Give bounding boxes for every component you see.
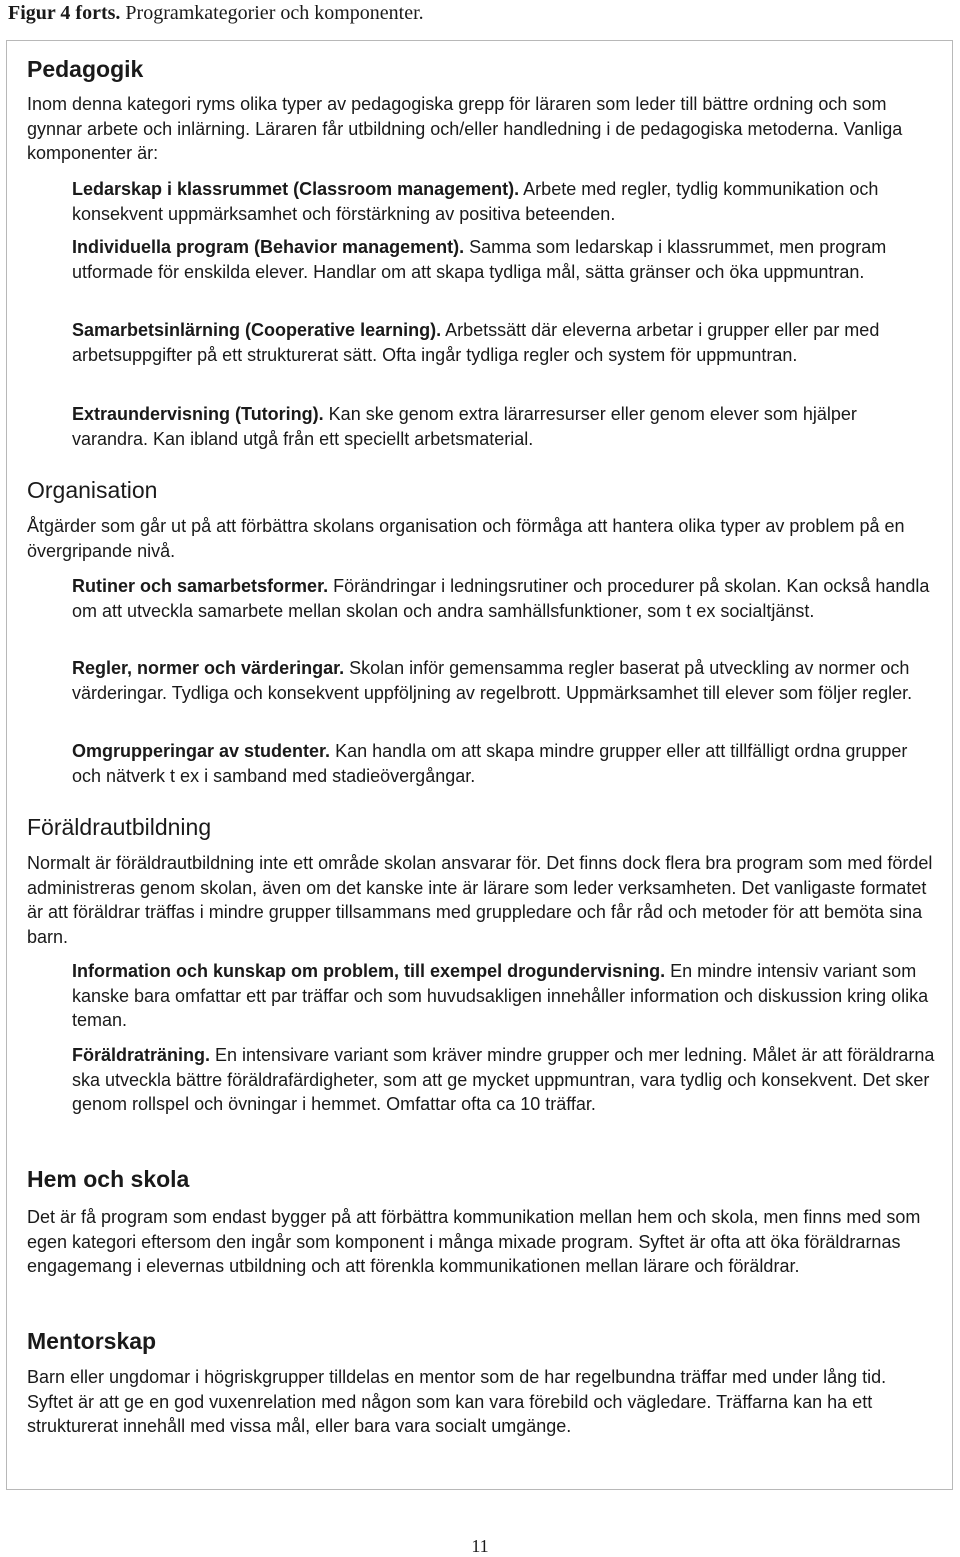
intro-organisation-text: Åtgärder som går ut på att förbättra skolans organisation och förmåga att hantera olika typer av problem på en övergripande nivå. [27, 516, 905, 561]
item-lead: Information och kunskap om problem, till exempel drogundervisning. [72, 961, 666, 981]
intro-mentorskap [27, 1365, 937, 1439]
intro-foraldrautbildning [27, 851, 937, 949]
item-lead: Samarbetsinlärning (Cooperative learning). [72, 320, 442, 340]
intro-hem-och-skola [27, 1205, 937, 1279]
heading-foraldrautbildning: Föräldrautbildning [27, 814, 212, 840]
item-text: Skolan inför gemensamma regler baserat på utveckling av normer och värderingar. Tydliga och konsekvent uppföljning av regelbrott. Uppmärksamhet till elever som följer regler. [72, 658, 913, 703]
list-item [72, 402, 937, 451]
item-text: Förändringar i ledningsrutiner och procedurer på skolan. Kan också handla om att utveckla samarbete mellan skolan och andra samhällsfunktioner, som t ex socialtjänst. [72, 576, 930, 621]
figure-title: Programkategorier och komponenter. [120, 2, 424, 24]
item-lead: Ledarskap i klassrummet (Classroom management). [72, 179, 520, 199]
heading-pedagogik: Pedagogik [27, 56, 144, 82]
item-lead: Regler, normer och värderingar. [72, 658, 345, 678]
list-item [72, 1043, 937, 1117]
list-item [72, 739, 937, 788]
list-item [72, 235, 937, 284]
item-lead: Omgrupperingar av studenter. [72, 741, 331, 761]
intro-foraldrautbildning-text: Normalt är föräldrautbildning inte ett område skolan ansvarar för. Det finns dock flera bra program som med fördel administreras genom skolan, även om det kanske inte är lärare som leder verksamheten. Det vanligaste formatet är att föräldrar träffas i mindre grupper tillsammans med gruppledare och får råd och metoder för att bemöta sina barn. [27, 853, 933, 947]
list-item [72, 177, 937, 226]
item-lead: Rutiner och samarbetsformer. [72, 576, 329, 596]
list-item [72, 959, 937, 1033]
item-text: Arbetssätt där eleverna arbetar i grupper eller par med arbetsuppgifter på ett strukturerat sätt. Ofta ingår tydliga regler och system för uppmuntran. [72, 320, 880, 365]
item-lead: Individuella program (Behavior management). [72, 237, 465, 257]
item-text: En mindre intensiv variant som kanske bara omfattar ett par träffar och som huvudsakligen innehåller information och diskussion kring olika teman. [72, 961, 929, 1030]
list-item [72, 318, 937, 367]
intro-pedagogik-text: Inom denna kategori ryms olika typer av pedagogiska grepp för läraren som leder till bättre ordning och som gynnar arbete och inlärning. Läraren får utbildning och/eller handledning i de pedagogiska metoderna. Vanliga komponenter är: [27, 94, 903, 163]
figure-label: Figur 4 forts. [8, 2, 121, 24]
item-text: Samma som ledarskap i klassrummet, men program utformade för enskilda elever. Handlar om att skapa tydliga mål, sätta gränser och öka uppmuntran. [72, 237, 887, 282]
heading-hem-och-skola: Hem och skola [27, 1166, 190, 1192]
intro-mentorskap-text: Barn eller ungdomar i högriskgrupper tilldelas en mentor som de har regelbundna träffar med under lång tid. Syftet är att ge en god vuxenrelation med någon som kan vara förebild och vägledare. Träffarna kan ha ett strukturerat innehåll med vissa mål, eller bara vara socialt umgänge. [27, 1367, 887, 1436]
list-item [72, 656, 937, 705]
intro-hem-och-skola-text: Det är få program som endast bygger på att förbättra kommunikation mellan hem och skola, men finns med som egen kategori eftersom den ingår som komponent i många mixade program. Syftet är ofta att öka föräldrarnas engagemang i elevernas utbildning och att förenkla kommunikationen mellan lärare och föräldrar. [27, 1207, 921, 1276]
heading-mentorskap: Mentorskap [27, 1328, 157, 1354]
heading-organisation: Organisation [27, 477, 158, 503]
item-text: Kan handla om att skapa mindre grupper eller att tillfälligt ordna grupper och nätverk t ex i samband med stadieövergångar. [72, 741, 908, 786]
list-item [72, 574, 937, 623]
item-text: En intensivare variant som kräver mindre grupper och mer ledning. Målet är att föräldrarna ska utveckla bättre föräldrafärdigheter, som att ge mycket uppmuntran, vara tydlig och konsekvent. Det sker genom rollspel och övningar i hemmet. Omfattar ofta ca 10 träffar. [72, 1045, 935, 1114]
item-text: Arbete med regler, tydlig kommunikation och konsekvent uppmärksamhet och förstärkning av positiva beteenden. [72, 179, 879, 224]
intro-organisation [27, 514, 937, 563]
item-lead: Extraundervisning (Tutoring). [72, 404, 324, 424]
figure-caption [8, 0, 424, 26]
intro-pedagogik [27, 92, 937, 166]
item-text: Kan ske genom extra lärarresurser eller genom elever som hjälper varandra. Kan ibland utgå från ett speciellt arbetsmaterial. [72, 404, 857, 449]
page-number: 11 [471, 1536, 489, 1556]
item-lead: Föräldraträning. [72, 1045, 211, 1065]
